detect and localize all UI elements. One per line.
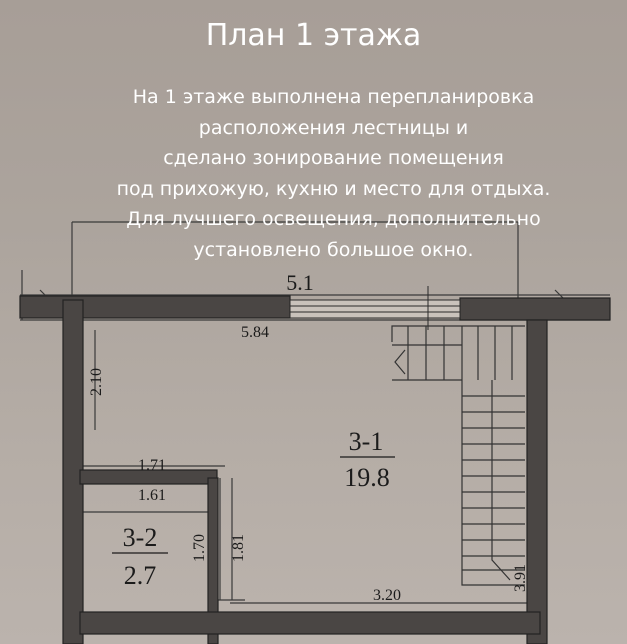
dim-small-room-inner: 1.61 bbox=[138, 487, 166, 504]
description-line: Для лучшего освещения, дополнительно bbox=[126, 208, 541, 231]
dim-top-outer: 5.1 bbox=[286, 270, 314, 295]
room-3-2-area: 2.7 bbox=[123, 561, 157, 590]
dim-left-wall: 2.10 bbox=[88, 368, 105, 396]
description-line: под прихожую, кухню и место для отдыха. bbox=[116, 177, 551, 200]
description-line: установлено большое окно. bbox=[193, 238, 474, 261]
room-3-1-number: 3-1 bbox=[348, 427, 384, 456]
dim-right-bottom: 3.91 bbox=[512, 564, 529, 592]
room-3-2-number: 3-2 bbox=[122, 523, 158, 552]
dim-small-room-top: 1.71 bbox=[138, 457, 166, 474]
page-title: План 1 этажа bbox=[205, 18, 422, 53]
dim-small-room-height-outer: 1.81 bbox=[230, 534, 247, 562]
dimension-lines bbox=[20, 222, 610, 610]
description-line: На 1 этаже выполнена перепланировка bbox=[132, 86, 535, 108]
staircase bbox=[392, 326, 525, 585]
description-line: расположения лестницы и bbox=[198, 116, 469, 139]
dim-bottom: 3.20 bbox=[373, 587, 401, 604]
dim-small-room-height: 1.70 bbox=[191, 534, 208, 562]
window bbox=[290, 286, 460, 330]
room-3-1-area: 19.8 bbox=[344, 463, 390, 492]
description-line: сделано зонирование помещения bbox=[163, 147, 504, 170]
description bbox=[40, 82, 627, 266]
dim-top-inner: 5.84 bbox=[241, 324, 269, 341]
